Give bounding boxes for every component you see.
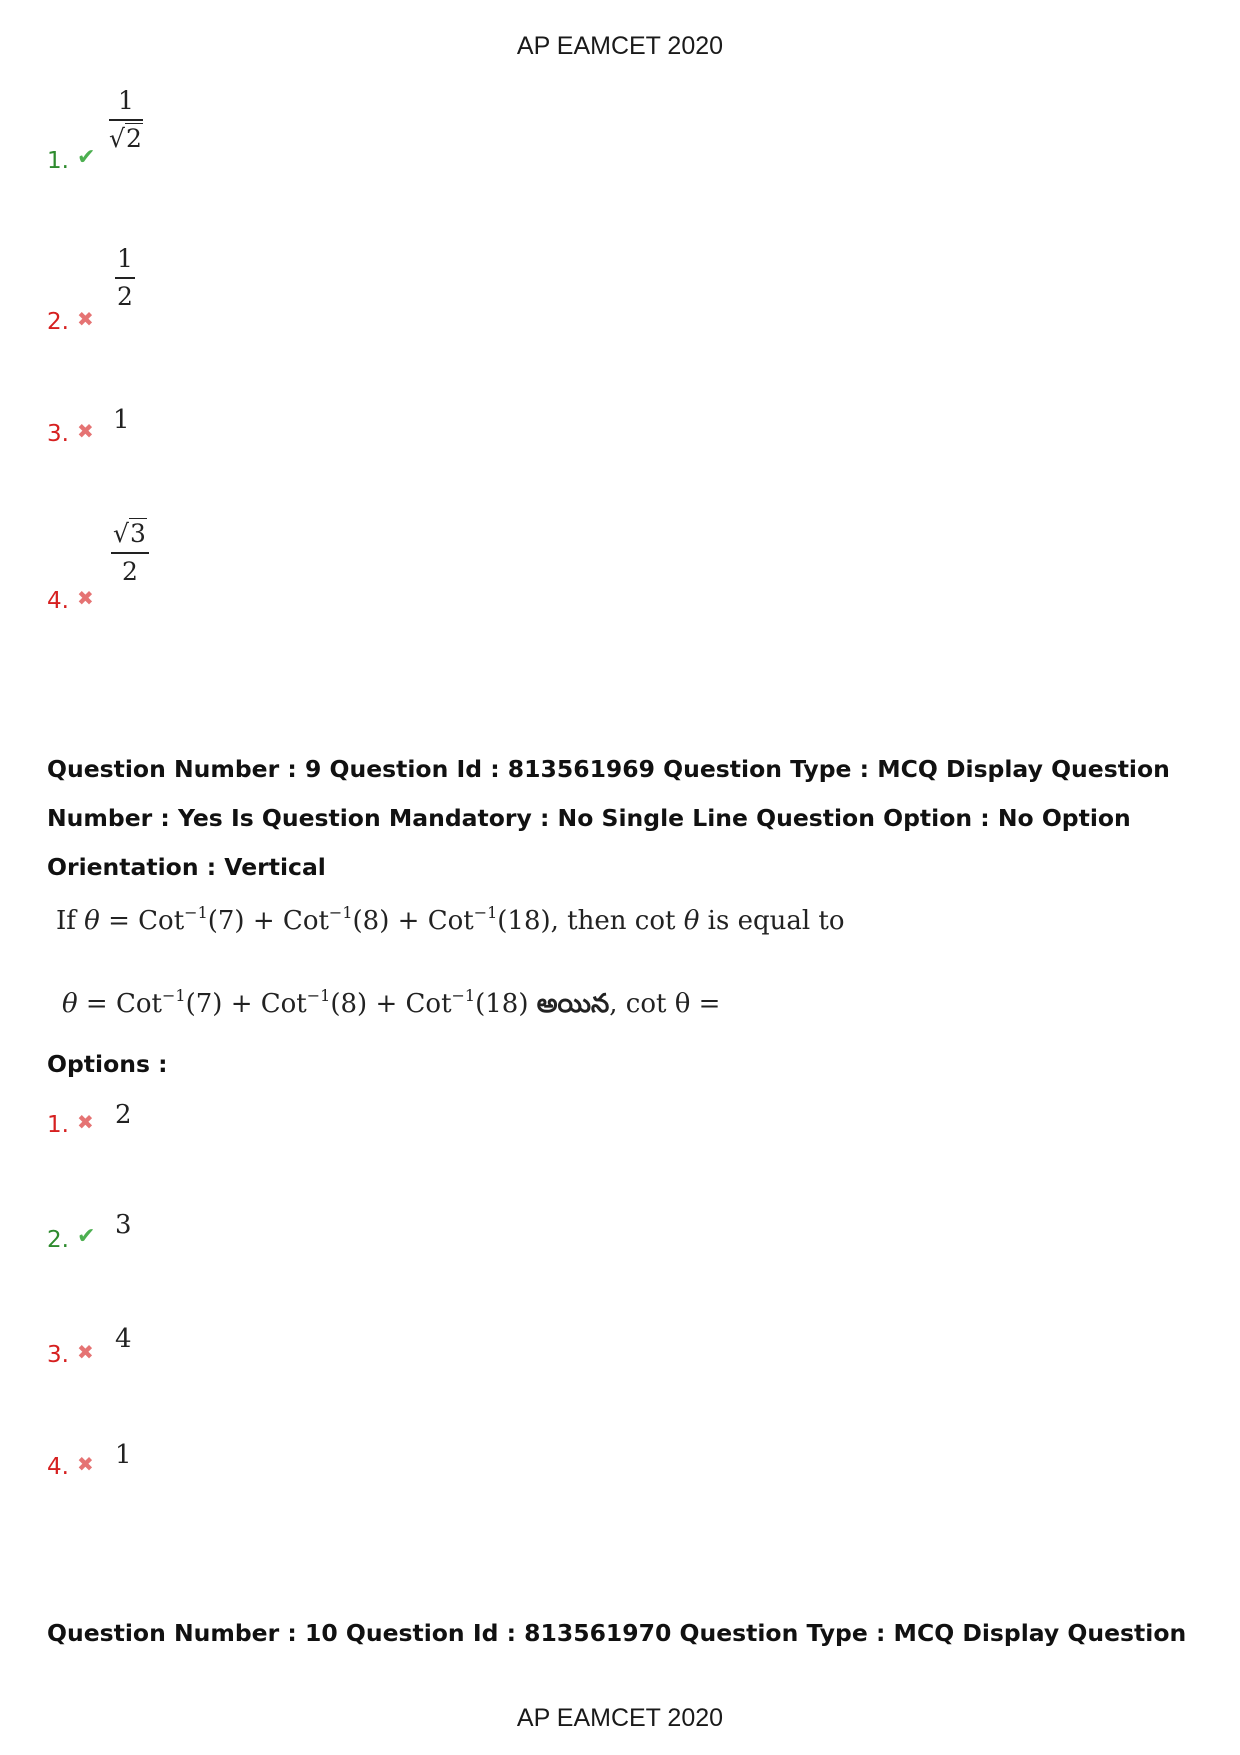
cot-1: Cot [138, 906, 185, 936]
inverse-2: −1 [328, 903, 353, 922]
cross-icon: ✖ [77, 419, 94, 443]
option-value: 4 [115, 1324, 132, 1354]
prev-option-1[interactable] [47, 85, 647, 205]
fraction-bar [109, 119, 143, 121]
theta-symbol: θ [84, 906, 100, 936]
text-if: If [56, 906, 76, 936]
denominator: √2 [109, 124, 142, 153]
options-label: Options : [47, 1050, 168, 1078]
prev-option-2[interactable] [47, 243, 647, 363]
numerator: 1 [117, 244, 133, 273]
prev-option-4[interactable] [47, 518, 647, 638]
option-number: 4. [47, 1454, 69, 1480]
inverse-2: −1 [306, 986, 331, 1005]
question-9-english [56, 903, 845, 936]
radicand: 2 [125, 124, 142, 153]
option-value-fraction [115, 243, 135, 313]
text-is-equal-to: is equal to [707, 906, 845, 936]
equals-sign: = [85, 989, 108, 1019]
denominator: 2 [117, 282, 133, 311]
question-9-meta: Question Number : 9 Question Id : 813561969 Question Type : MCQ Display Question Number : Yes Is Question Mandatory : No Single Line Question Option : No Option Orientation : Vertical [47, 755, 1170, 881]
option-number: 2. [47, 1227, 69, 1253]
arg-8: (8) [352, 906, 390, 936]
option-value: 3 [115, 1210, 132, 1240]
text-cot-theta-equals: , cot θ = [609, 989, 721, 1019]
arg-18: (18) [497, 906, 551, 936]
page-footer: AP EAMCET 2020 [516, 1704, 724, 1732]
cot-2: Cot [260, 989, 307, 1019]
inverse-3: −1 [473, 903, 498, 922]
q9-option-3[interactable] [47, 1324, 647, 1444]
theta-symbol: θ [683, 906, 700, 936]
option-number: 1. [47, 148, 69, 174]
inverse-3: −1 [451, 986, 476, 1005]
cross-icon: ✖ [77, 586, 94, 610]
radicand: 3 [129, 519, 146, 548]
prev-option-3[interactable] [47, 405, 647, 525]
q9-option-4[interactable] [47, 1440, 647, 1560]
question-9-telugu [62, 986, 720, 1025]
cot-3: Cot [427, 906, 474, 936]
arg-18: (18) [475, 989, 529, 1019]
cross-icon: ✖ [77, 1110, 94, 1134]
option-number: 1. [47, 1112, 69, 1138]
theta-symbol: θ [62, 989, 78, 1019]
option-number: 3. [47, 421, 69, 447]
cot-3: Cot [405, 989, 452, 1019]
option-value-fraction [109, 85, 143, 155]
q9-option-2[interactable] [47, 1210, 647, 1330]
cross-icon: ✖ [77, 307, 94, 331]
fraction-bar [111, 552, 149, 554]
plus-2: + [375, 989, 398, 1019]
cross-icon: ✖ [77, 1452, 94, 1476]
option-number: 4. [47, 588, 69, 614]
cot-1: Cot [115, 989, 162, 1019]
option-value-fraction [111, 518, 149, 588]
text-then-cot: , then cot [550, 906, 676, 936]
cross-icon: ✖ [77, 1340, 94, 1364]
telugu-word: అయిన [536, 989, 610, 1019]
fraction-bar [115, 277, 135, 279]
plus-2: + [397, 906, 420, 936]
cot-2: Cot [282, 906, 329, 936]
option-value: 1 [115, 1440, 132, 1470]
plus-1: + [252, 906, 275, 936]
arg-8: (8) [330, 989, 368, 1019]
numerator: √3 [113, 519, 146, 548]
question-10-meta: Question Number : 10 Question Id : 813561970 Question Type : MCQ Display Question [47, 1619, 1187, 1647]
denominator: 2 [121, 557, 138, 586]
equals-sign: = [108, 906, 130, 936]
inverse-1: −1 [184, 903, 208, 922]
check-icon: ✔ [77, 1224, 96, 1249]
arg-7: (7) [207, 906, 245, 936]
q9-option-1[interactable] [47, 1100, 647, 1220]
check-icon: ✔ [77, 145, 96, 170]
page-header: AP EAMCET 2020 [516, 32, 724, 60]
numerator: 1 [117, 86, 134, 115]
inverse-1: −1 [161, 986, 186, 1005]
option-number: 2. [47, 309, 69, 335]
option-value: 1 [113, 405, 130, 435]
option-number: 3. [47, 1342, 69, 1368]
option-value: 2 [115, 1100, 132, 1130]
arg-7: (7) [185, 989, 223, 1019]
plus-1: + [230, 989, 253, 1019]
